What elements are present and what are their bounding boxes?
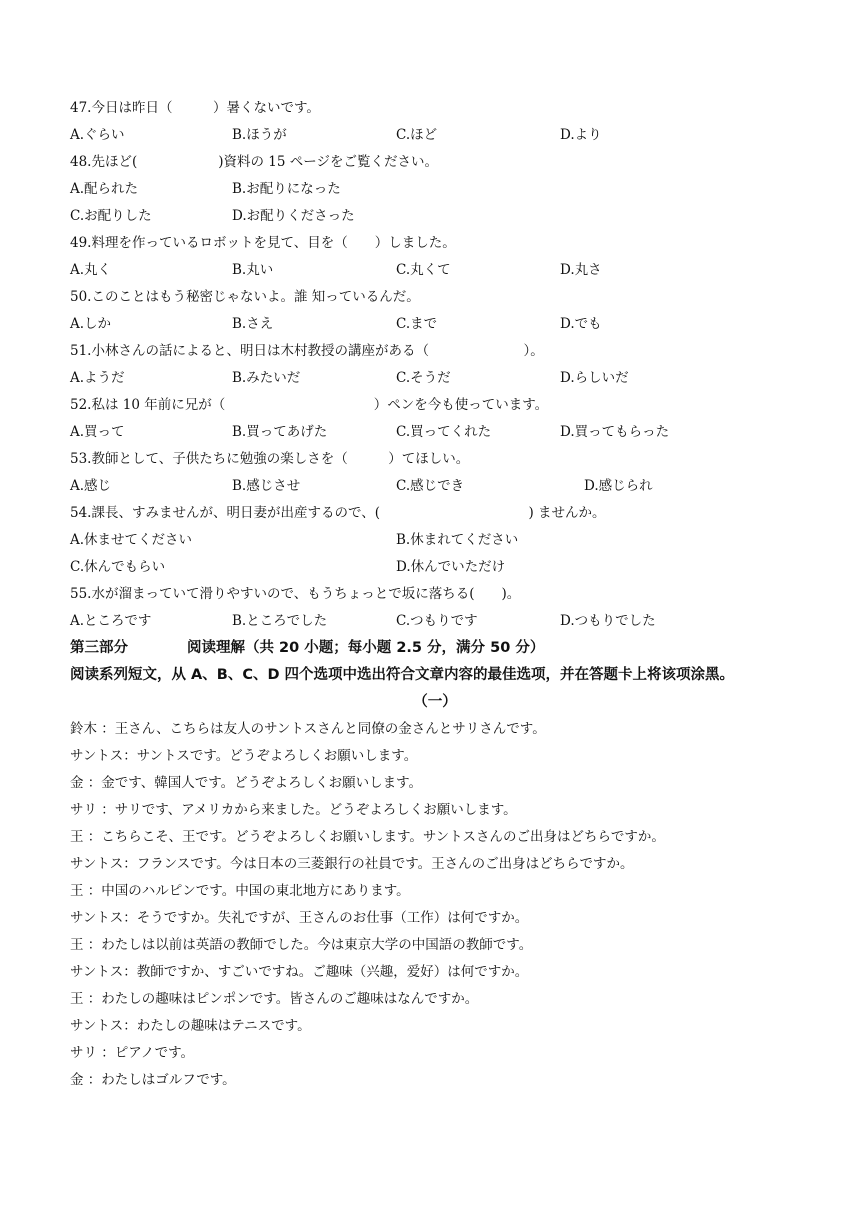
dialogue-line: サントス：そうですか。失礼ですが、王さんのお仕事（工作）は何ですか。 [70,910,529,926]
dialogue-line: 王 ：わたしは以前は英語の教師でした。今は東京大学の中国語の教師です。 [70,937,533,953]
question-stem: 54.課長、すみませんが、明日妻が出産するので、( ) ませんか。 [70,505,606,521]
question-stem: 50.このことはもう秘密じゃないよ。誰 知っているんだ。 [70,289,420,305]
option-b: B.丸い [232,262,274,278]
option-d: D.でも [560,316,602,332]
option-a: A.配られた [70,181,139,197]
options-50 [70,311,800,338]
option-d: D.お配りくださった [232,208,355,224]
option-a: A.丸く [70,262,112,278]
question-55 [70,581,800,608]
option-c: C.ほど [396,127,438,143]
option-c: C.つもりです [396,613,478,629]
option-c: C.丸くて [396,262,451,278]
options-54-row2 [70,554,800,581]
question-stem: 49.料理を作っているロボットを見て、目を（ ）しました。 [70,235,456,251]
option-b: B.みたいだ [232,370,301,386]
dialogue-line: サントス：フランスです。今は日本の三菱銀行の社員です。王さんのご出身はどちらですか。 [70,856,634,872]
option-b: B.感じさせ [232,478,301,494]
options-48-row1 [70,176,800,203]
option-b: B.さえ [232,316,274,332]
dialogue-line: サントス：教師ですか、すごいですね。ご趣味（兴趣，爱好）は何ですか。 [70,964,529,980]
option-b: B.お配りになった [232,181,341,197]
dialogue-line: 王 ：中国のハルピンです。中国の東北地方にあります。 [70,883,410,899]
option-b: B.休まれてください [396,532,519,548]
question-stem: 51.小林さんの話によると、明日は木村教授の講座がある（ ）。 [70,343,544,359]
option-a: A.ところです [70,613,152,629]
question-stem: 48.先ほど( )資料の 15 ページをご覧ください。 [70,154,438,170]
option-c: C.そうだ [396,370,451,386]
dialogue-line: サリ ：サリです、アメリカから来ました。どうぞよろしくお願いします。 [70,802,517,818]
dialogue-line: サリ ：ピアノです。 [70,1045,195,1061]
option-b: B.買ってあげた [232,424,328,440]
question-54 [70,500,800,527]
question-50 [70,284,800,311]
question-48 [70,149,800,176]
dialogue-line: 王 ：こちらこそ、王です。どうぞよろしくお願いします。サントスさんのご出身はどちらですか。 [70,829,665,845]
question-stem: 47.今日は昨日（ ）暑くないです。 [70,100,320,116]
options-49 [70,257,800,284]
section-part: 第三部分 [70,640,128,656]
question-stem: 53.教師として、子供たちに勉強の楽しさを（ ）てほしい。 [70,451,470,467]
option-a: A.買って [70,424,125,440]
question-stem: 55.水が溜まっていて滑りやすいので、もうちょっとで坂に落ちる( )。 [70,586,521,602]
option-d: D.丸さ [560,262,602,278]
question-49 [70,230,800,257]
dialogue-line: 金 ：金です、韓国人です。どうぞよろしくお願いします。 [70,775,423,791]
option-a: A.しか [70,316,112,332]
dialogue-line: サントス：わたしの趣味はテニスです。 [70,1018,311,1034]
option-a: A.ぐらい [70,127,125,143]
option-a: A.ようだ [70,370,125,386]
options-54-row1 [70,527,800,554]
question-52 [70,392,800,419]
option-c: C.お配りした [70,208,152,224]
options-47 [70,122,800,149]
option-b: B.ところでした [232,613,328,629]
option-d: D.休んでいただけ [396,559,506,575]
options-55 [70,608,800,635]
dialogue-line: 鈴木 ：王さん、こちらは友人のサントスさんと同僚の金さんとサリさんです。 [70,721,546,737]
option-a: A.感じ [70,478,112,494]
dialogue-line: 金 ：わたしはゴルフです。 [70,1072,236,1088]
options-48-row2 [70,203,800,230]
option-d: D.感じられ [584,478,653,494]
option-a: A.休ませてください [70,532,193,548]
options-52 [70,419,800,446]
passage-number: （一） [413,694,457,710]
options-51 [70,365,800,392]
question-53 [70,446,800,473]
exam-page [70,95,800,1094]
question-51 [70,338,800,365]
option-d: D.らしいだ [560,370,629,386]
dialogue-line: サントス：サントスです。どうぞよろしくお願いします。 [70,748,418,764]
option-c: C.買ってくれた [396,424,492,440]
section-heading [70,635,800,662]
option-c: C.まで [396,316,438,332]
question-stem: 52.私は 10 年前に兄が（ ）ペンを今も使っています。 [70,397,549,413]
option-d: D.より [560,127,602,143]
option-b: B.ほうが [232,127,287,143]
option-d: D.買ってもらった [560,424,670,440]
section-title: 阅读理解（共 20 小题；每小题 2.5 分，满分 50 分） [187,640,545,656]
section-instruction: 阅读系列短文，从 A、B、C、D 四个选项中选出符合文章内容的最佳选项，并在答题卡上将该项涂黑。 [70,667,735,683]
option-c: C.感じでき [396,478,465,494]
dialogue-line: 王 ：わたしの趣味はピンポンです。皆さんのご趣味はなんですか。 [70,991,479,1007]
options-53 [70,473,800,500]
option-c: C.休んでもらい [70,559,166,575]
question-47 [70,95,800,122]
option-d: D.つもりでした [560,613,656,629]
